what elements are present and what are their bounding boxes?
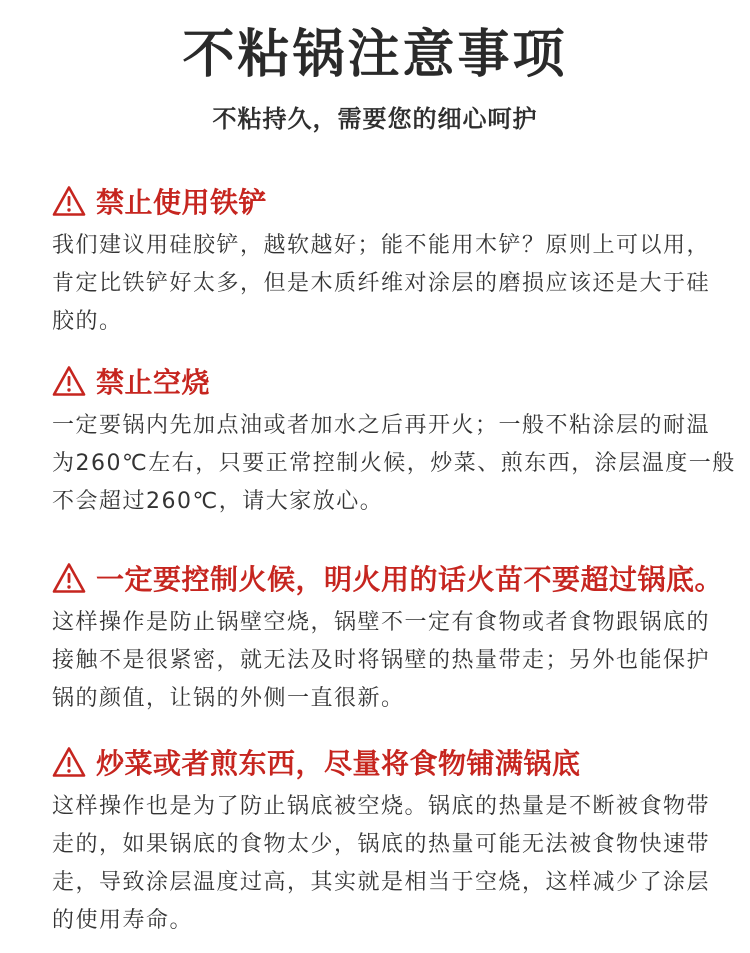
section-heading-text: 炒菜或者煎东西，尽量将食物铺满锅底 (96, 747, 581, 780)
section-body (52, 604, 742, 718)
body-line: 锅的颜值，让锅的外侧一直很新。 (52, 686, 405, 711)
header (0, 22, 750, 134)
body-line: 的使用寿命。 (52, 908, 194, 933)
body-line: 我们建议用硅胶铲，越软越好；能不能用木铲？原则上可以用， (52, 233, 711, 258)
body-line: 走，导致涂层温度过高，其实就是相当于空烧，这样减少了涂层 (52, 870, 711, 895)
warning-icon (52, 562, 86, 594)
body-line: 这样操作也是为了防止锅底被空烧。锅底的热量是不断被食物带 (52, 794, 711, 819)
section-body (52, 407, 742, 521)
body-line: 为260℃左右，只要正常控制火候，炒菜、煎东西，涂层温度一般 (52, 451, 736, 476)
section-body (52, 227, 742, 341)
notice-section-2 (52, 363, 742, 521)
warning-icon (52, 746, 86, 778)
body-line: 走的，如果锅底的食物太少，锅底的热量可能无法被食物快速带 (52, 832, 711, 857)
body-line: 肯定比铁铲好太多，但是木质纤维对涂层的磨损应该还是大于硅 (52, 271, 711, 296)
section-heading (52, 560, 742, 596)
page-subtitle: 不粘持久，需要您的细心呵护 (212, 105, 538, 133)
warning-icon (52, 185, 86, 217)
notice-section-1 (52, 183, 742, 341)
warning-icon (52, 365, 86, 397)
body-line: 接触不是很紧密，就无法及时将锅壁的热量带走；另外也能保护 (52, 648, 711, 673)
section-heading-text: 禁止空烧 (96, 366, 211, 399)
page-title: 不粘锅注意事项 (182, 25, 568, 85)
section-heading (52, 363, 742, 399)
notice-section-3 (52, 560, 742, 718)
section-heading (52, 183, 742, 219)
section-heading-text: 一定要控制火候，明火用的话火苗不要超过锅底。 (96, 563, 724, 596)
section-body (52, 788, 742, 940)
notice-section-4 (52, 744, 742, 940)
body-line: 一定要锅内先加点油或者加水之后再开火；一般不粘涂层的耐温 (52, 413, 711, 438)
section-heading-text: 禁止使用铁铲 (96, 186, 268, 219)
body-line: 胶的。 (52, 309, 123, 334)
body-line: 不会超过260℃，请大家放心。 (52, 489, 384, 514)
body-line: 这样操作是防止锅壁空烧，锅壁不一定有食物或者食物跟锅底的 (52, 610, 711, 635)
section-heading (52, 744, 742, 780)
